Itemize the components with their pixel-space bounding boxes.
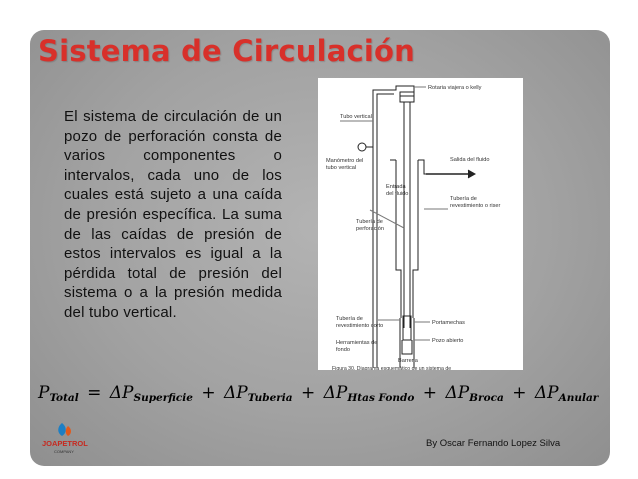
logo-sub: COMPANY [54,449,74,454]
label-tubo-vertical: Tubo vertical [340,114,372,120]
label-herramientas-1: Herramientas de [336,340,378,346]
formula-plus-4: + [512,383,527,403]
label-manometro-1: Manómetro del [326,158,364,164]
label-rotaria: Rotaria viajera o kelly [428,85,482,91]
label-salida: Salida del fluido [450,157,490,163]
formula-term-1: Superficie [133,392,193,404]
label-revestimiento-1: Tubería de [450,196,477,202]
label-pozo-abierto: Pozo abierto [432,338,464,344]
label-revestimiento-2: revestimiento o riser [450,203,501,209]
logo-drop-icon [58,423,66,436]
formula-plus-1: + [201,383,216,403]
formula-lhs: P [38,383,50,403]
bit [402,340,412,354]
logo-svg [40,420,100,456]
kelly-swivel [400,92,414,102]
slide-title: Sistema de Circulación [38,34,415,68]
logo-flame-icon [66,426,71,436]
circulation-diagram [318,78,523,370]
figure-caption: Figura 30. Diagrama esquemático de un sistema de [332,366,452,370]
formula-term-3: Htas Fondo [347,392,415,404]
formula-equals: = [87,383,102,403]
formula-term-5: Anular [558,392,599,404]
logo-name: JOAPETROL [42,439,88,448]
formula-term-2: Tuberia [247,392,293,404]
pressure-formula [38,383,608,404]
body-text: El sistema de circulación de un pozo de perforación consta de varios componentes o intervalos, cada uno de los cuales está sujeto a una caída de presión específica. La suma de las caídas de presión de estos intervalos es igual a la pérdida total de presión del sistema o a la presión medida del tubo vertical. [64,108,282,321]
formula-term-2-dp: ΔP [224,383,248,403]
outflow-arrowhead [468,170,475,178]
label-entrada-1: Entrada [386,184,406,190]
joapetrol-logo [40,420,100,456]
label-herramientas-2: fondo [336,347,350,353]
label-tuberia-rev-1: Tubería de [336,316,363,322]
label-tuberia-rev-2: revestimiento corto [336,323,384,329]
formula-term-5-dp: ΔP [534,383,559,403]
label-entrada-2: del fluido [386,191,409,197]
label-tuberia-perf-2: perforación [356,226,384,232]
author-credit: By Oscar Fernando Lopez Silva [426,438,561,449]
formula-plus-3: + [422,383,438,403]
label-barrena: Barrena [398,358,418,364]
label-tuberia-perf-1: Tubería de [356,219,383,225]
formula-term-3-dp: ΔP [323,383,348,403]
formula-term-4-dp: ΔP [445,383,470,403]
pressure-gauge [358,143,366,151]
circulation-diagram-svg [318,78,523,370]
label-portamechas: Portamechas [432,320,465,326]
label-manometro-2: tubo vertical [326,165,357,171]
formula-plus-2: + [301,383,316,403]
drill-pipe [404,102,410,328]
formula-term-1-dp: ΔP [109,383,134,403]
formula-term-4: Broca [469,392,504,404]
formula-lhs-sub: Total [49,392,79,404]
